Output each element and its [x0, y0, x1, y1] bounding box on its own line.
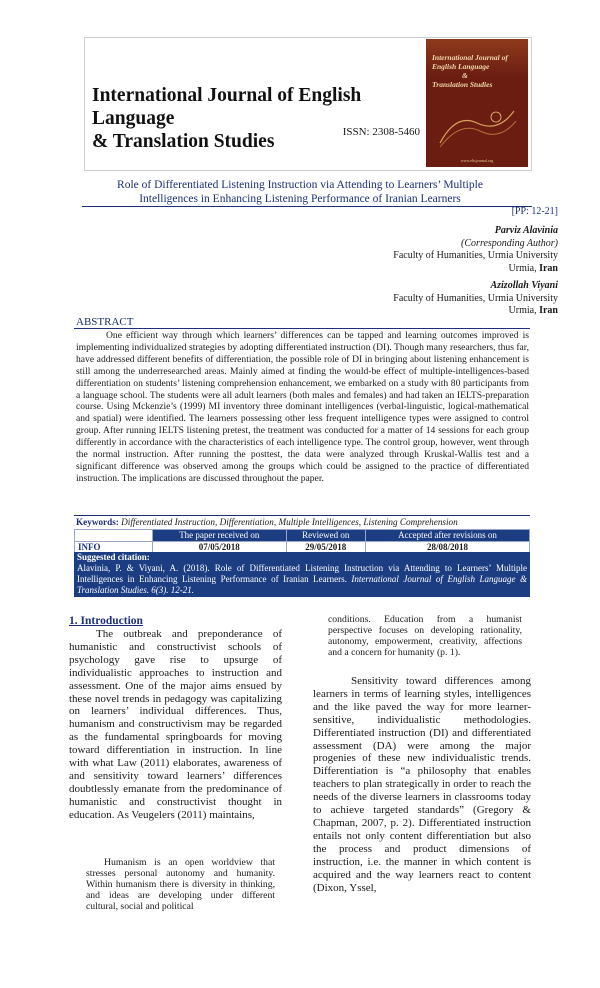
- accepted-header: Accepted after revisions on: [365, 530, 529, 542]
- author-block-2: [393, 280, 558, 318]
- block-quote-right: conditions. Education from a humanist perspective focuses on developing rationality, autonomy, empowerment, creativity, affections and a concern for humanity (p. 1).: [328, 614, 522, 659]
- cover-line3: &: [462, 71, 468, 80]
- journal-title-line2: & Translation Studies: [92, 131, 275, 152]
- cover-url: www.eltsjournal.org: [460, 158, 494, 163]
- intro-right-paragraph: Sensitivity toward differences among learners in terms of learning styles, intelligences and the like paved the way for more learner-sensitive, individualistic methodologies. Differentiated instruction (DI) and differentiated assessment (DA) were among the major progenies of these new individualistic trends. Differentiation is “a philosophy that enables teachers to plan strategically in order to reach the needs of the diverse learners in classrooms today to achieve targeted standards” (Gregory & Chapman, 2007, p. 2). Differentiated instruction entails not only content differentiation but also the process and product dimensions of instruction, i.e. the manner in which content is acquired and the way learners react to content (Dixon, Yssel,: [313, 675, 531, 894]
- article-title-line2: Intelligences in Enhancing Listening Performance of Iranian Learners: [139, 193, 461, 205]
- cover-line2: English Language: [432, 62, 490, 71]
- article-info-label: ARTICLE: [75, 530, 153, 542]
- article-info-header-row: [75, 530, 530, 542]
- keywords-text: Differentiated Instruction, Differentiation, Multiple Intelligences, Listening Comprehension: [121, 517, 458, 527]
- cover-line1: International Journal of: [432, 53, 508, 62]
- abstract-divider: [74, 328, 530, 329]
- author-location: [393, 305, 558, 318]
- received-date: 07/05/2018: [153, 542, 287, 554]
- citation-text: [74, 563, 530, 596]
- citation-plain: Alavinia, P. & Viyani, A. (2018). Role of Differentiated Listening Instruction via Attending to Learners’ Multiple Intelligences in Enhancing Listening Performance of Iranian Learners.: [77, 563, 527, 584]
- author-affiliation: Faculty of Humanities, Urmia University: [393, 250, 558, 261]
- article-info-table: [74, 529, 530, 554]
- page-range: [PP: 12-21]: [511, 206, 558, 217]
- citation-heading: Suggested citation:: [77, 552, 150, 562]
- abstract-heading: ABSTRACT: [76, 316, 134, 328]
- journal-title: [92, 84, 422, 153]
- author-location: [393, 263, 558, 276]
- author-country: Iran: [539, 262, 558, 274]
- reviewed-date: 29/05/2018: [286, 542, 365, 554]
- keywords-divider: [74, 515, 530, 516]
- citation-italic: International Journal of English Language & Translation Studies. 6(3). 12-21.: [77, 574, 528, 595]
- cover-art-graphic: [436, 103, 518, 149]
- author-name: Azizollah Viyani: [490, 280, 558, 291]
- author-city: Urmia,: [508, 262, 540, 274]
- cover-line4: Translation Studies: [432, 80, 493, 89]
- accepted-date: 28/08/2018: [365, 542, 529, 554]
- keywords-label: Keywords:: [76, 517, 119, 527]
- journal-title-line1: International Journal of English Language: [92, 85, 362, 129]
- article-title: [40, 178, 560, 206]
- author-block-1: [393, 225, 558, 275]
- author-city: Urmia,: [508, 305, 540, 316]
- introduction-heading: 1. Introduction: [69, 615, 143, 627]
- intro-left-paragraph: The outbreak and preponderance of humanistic and constructivist schools of psychology gave rise to upsurge of individualistic approaches to instruction and assessment. One of the major aims ensued by these novel trends in pedagogy was capitalizing on learners’ individual differences. Thus, humanism and constructivism may be regarded as the fundamental springboards for moving toward differentiation in instruction. In line with what Law (2011) elaborates, awareness of and sensitivity toward learners’ differences doubtlessly emanate from the predominance of humanistic and constructivist thought in education. As Veugelers (2011) maintains,: [69, 628, 282, 821]
- author-name: Parviz Alavinia: [494, 225, 558, 236]
- article-info-label-2: INFO: [75, 542, 153, 554]
- journal-issn: ISSN: 2308-5460: [342, 126, 420, 138]
- abstract-text: One efficient way through which learners’ differences can be tapped and learning outcomes improved is implementing individualized strategies by adopting differentiated instruction (DI). Though many researchers, thus far, have addressed different benefits of differentiation, the possible role of DI in bringing about listening enhancement is still among the underresearched areas. Mainly aimed at finding the would-be effect of multiple-intelligences-based differentiation on students’ listening comprehension enhancement, we embarked on a study with 80 participants from a language school. The students were all adult learners (both males and females) and had taken an IELTS-preparation course. Using Mckenzie’s (1999) MI inventory three dominant intelligences (verbal-linguistic, logical-mathematical and spatial) were identified. The learners possessing other less frequent intelligence types were assigned to control group. After running IELTS listening pretest, the treatment was conducted for a matter of 14 sessions for each group differently in accordance with the characteristics of each intelligence type. The control group, however, went through the normal instruction. After running the posttest, the data were analyzed through Kruskal-Wallis test and a significant difference was observed among the groups which could be assigned to the practice of differentiated instruction. The implications are discussed throughout the paper.: [76, 330, 529, 484]
- received-header: The paper received on: [153, 530, 287, 542]
- cover-title: [432, 53, 526, 89]
- author-country: Iran: [539, 305, 558, 316]
- article-title-line1: Role of Differentiated Listening Instruction via Attending to Learners’ Multiple: [117, 179, 483, 191]
- author-affiliation: Faculty of Humanities, Urmia University: [393, 292, 558, 304]
- keywords: [76, 517, 529, 528]
- suggested-citation: [74, 552, 530, 597]
- journal-cover-image: [426, 39, 528, 167]
- author-role: (Corresponding Author): [461, 237, 558, 249]
- block-quote-left: Humanism is an open worldview that stresses personal autonomy and humanity. Within humanism there is diversity in thinking, and ideas are developing under different cultural, social and political: [86, 857, 275, 913]
- reviewed-header: Reviewed on: [286, 530, 365, 542]
